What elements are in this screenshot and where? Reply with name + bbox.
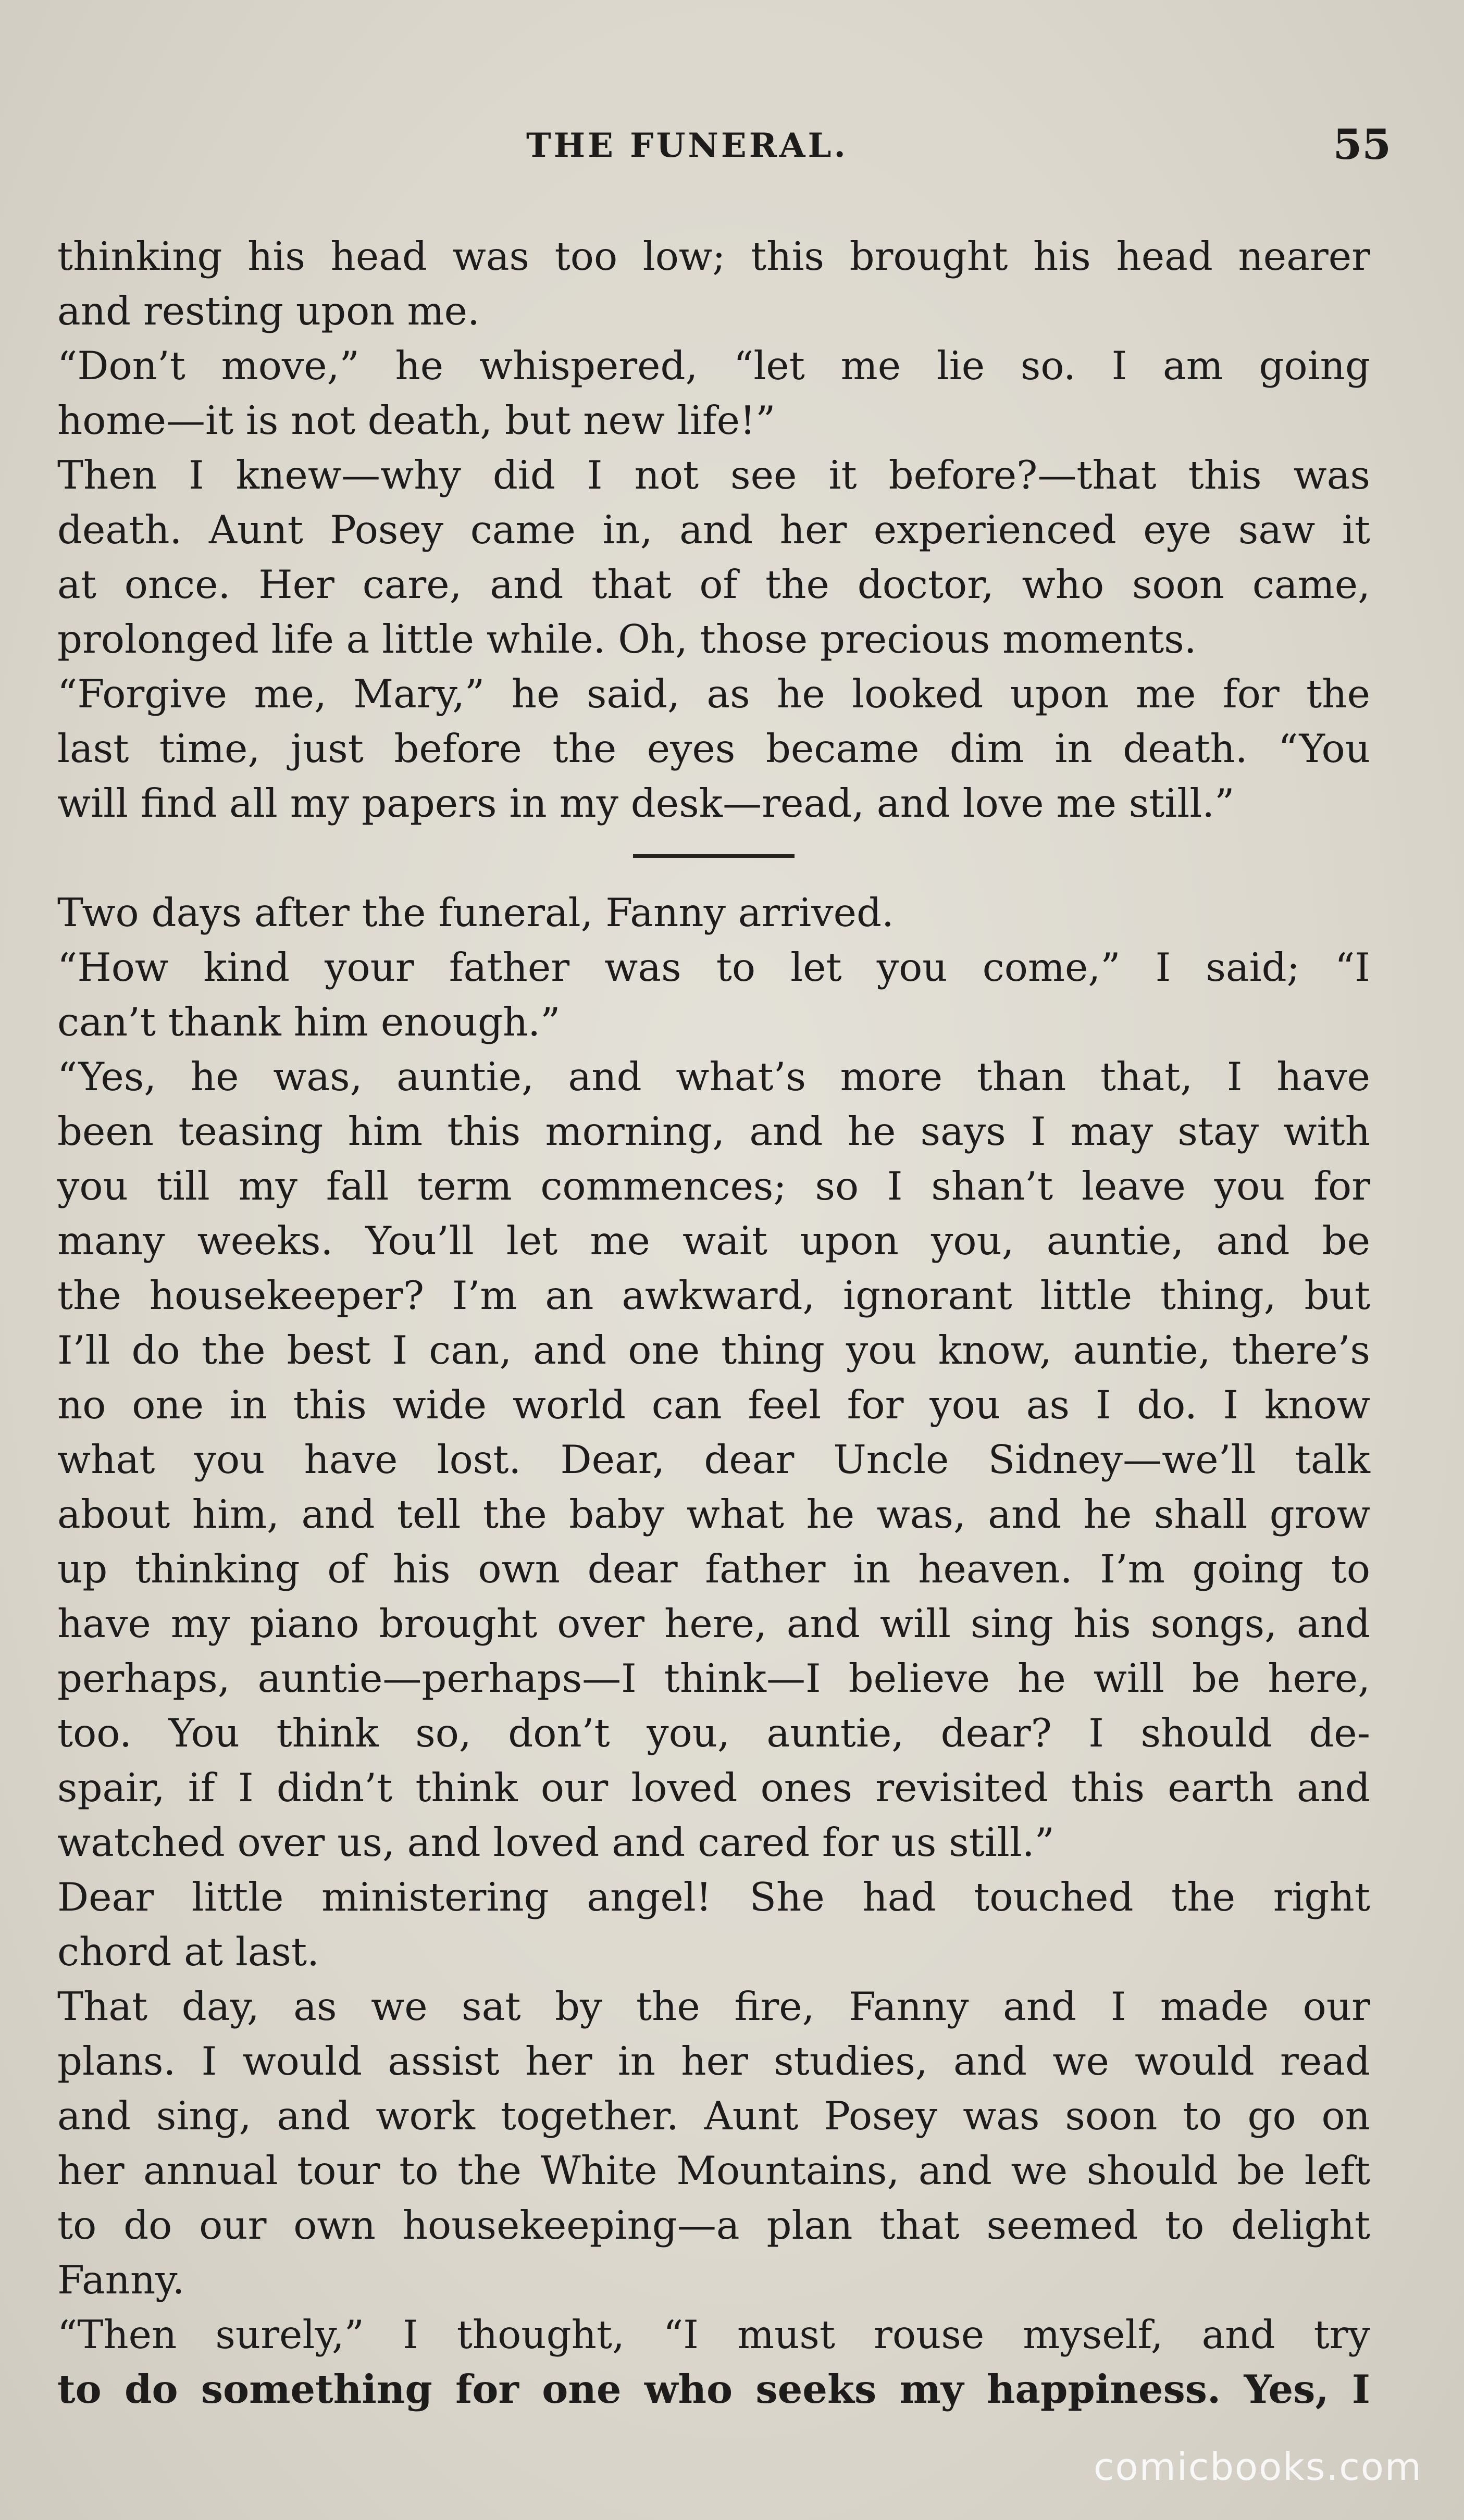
text-line: Then I knew—why did I not see it before?—that this was xyxy=(57,452,1370,498)
text-line: thinking his head was too low; this brought his head nearer xyxy=(57,233,1370,279)
section-divider xyxy=(57,831,1370,885)
text-line: no one in this wide world can feel for you as I do. I know xyxy=(57,1382,1370,1428)
text-line: many weeks. You’ll let me wait upon you, auntie, and be xyxy=(57,1218,1370,1264)
text-line: to do our own housekeeping—a plan that seemed to delight xyxy=(57,2202,1370,2248)
text-line: her annual tour to the White Mountains, and we should be left xyxy=(57,2148,1370,2193)
text-line: up thinking of his own dear father in heaven. I’m going to xyxy=(57,1546,1370,1592)
text-line: perhaps, auntie—perhaps—I think—I believe he will be here, xyxy=(57,1655,1370,1701)
divider-rule xyxy=(633,854,795,858)
text-line: “Don’t move,” he whispered, “let me lie so. I am going xyxy=(57,343,1370,389)
text-line: too. You think so, don’t you, auntie, dear? I should de- xyxy=(57,1710,1370,1756)
text-line: have my piano brought over here, and will sing his songs, and xyxy=(57,1601,1370,1646)
text-line: about him, and tell the baby what he was, and he shall grow xyxy=(57,1491,1370,1537)
text-line: to do something for one who seeks my happiness. Yes, I xyxy=(57,2366,1370,2412)
page-number: 55 xyxy=(1333,120,1391,169)
text-line: Fanny. xyxy=(57,2257,185,2303)
text-line: spair, if I didn’t think our loved ones revisited this earth and xyxy=(57,1765,1370,1811)
text-line: plans. I would assist her in her studies, and we would read xyxy=(57,2038,1370,2084)
text-line: the housekeeper? I’m an awkward, ignorant little thing, but xyxy=(57,1273,1370,1318)
text-line: will find all my papers in my desk—read, and love me still.” xyxy=(57,780,1235,826)
text-line: Two days after the funeral, Fanny arrived. xyxy=(57,890,894,935)
text-line: and resting upon me. xyxy=(57,288,480,334)
text-line: been teasing him this morning, and he says I may stay with xyxy=(57,1108,1370,1154)
text-line: last time, just before the eyes became dim in death. “You xyxy=(57,726,1370,771)
text-line: can’t thank him enough.” xyxy=(57,999,561,1045)
text-line: I’ll do the best I can, and one thing you know, auntie, there’s xyxy=(57,1327,1370,1373)
text-line: and sing, and work together. Aunt Posey was soon to go on xyxy=(57,2093,1370,2139)
text-line: prolonged life a little while. Oh, those precious moments. xyxy=(57,616,1197,662)
text-line: watched over us, and loved and cared for us still.” xyxy=(57,1819,1054,1865)
text-line: That day, as we sat by the fire, Fanny and I made our xyxy=(57,1983,1370,2029)
body-text xyxy=(57,229,1370,2417)
text-line: you till my fall term commences; so I shan’t leave you for xyxy=(57,1163,1370,1209)
page-header xyxy=(57,120,1391,182)
text-line: Dear little ministering angel! She had touched the right xyxy=(57,1874,1370,1920)
text-line: at once. Her care, and that of the doctor, who soon came, xyxy=(57,562,1370,607)
text-line: “Then surely,” I thought, “I must rouse myself, and try xyxy=(57,2312,1370,2357)
text-line: “Yes, he was, auntie, and what’s more than that, I have xyxy=(57,1054,1370,1100)
running-head: THE FUNERAL. xyxy=(526,126,848,165)
text-line: “How kind your father was to let you come,” I said; “I xyxy=(57,944,1370,990)
text-line: “Forgive me, Mary,” he said, as he looked upon me for the xyxy=(57,671,1370,717)
watermark: comicbooks.com xyxy=(1093,2445,1422,2489)
text-line: what you have lost. Dear, dear Uncle Sidney—we’ll talk xyxy=(57,1437,1370,1482)
text-line: chord at last. xyxy=(57,1929,320,1975)
text-line: home—it is not death, but new life!” xyxy=(57,397,776,443)
text-line: death. Aunt Posey came in, and her experienced eye saw it xyxy=(57,507,1370,553)
